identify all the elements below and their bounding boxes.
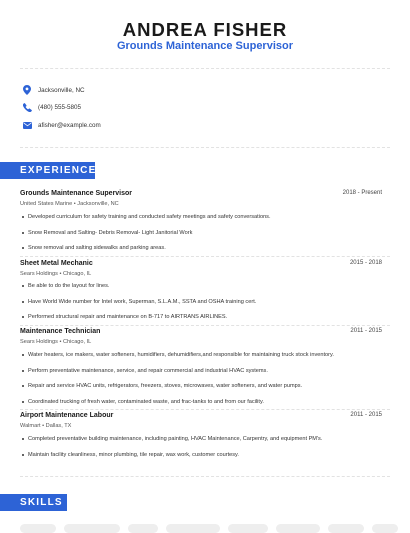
skill-chip bbox=[228, 524, 268, 533]
job-title: Maintenance Technician bbox=[20, 328, 101, 335]
job-company: Sears Holdings • Chicago, IL bbox=[20, 271, 92, 277]
job-bullets bbox=[22, 351, 334, 413]
section-header-skills: SKILLS bbox=[0, 494, 67, 511]
job-bullet: Be able to do the layout for lines. bbox=[22, 282, 256, 298]
skill-chip bbox=[64, 524, 120, 533]
job-bullet: Perform preventative maintenance, service, and repair commercial and industrial HVAC systems. bbox=[22, 367, 334, 383]
divider bbox=[20, 147, 390, 148]
job-bullet: Performed structural repair and maintenance on B-717 to AIRTRANS AIRLINES. bbox=[22, 313, 256, 329]
contact-location bbox=[22, 83, 85, 97]
skill-chip bbox=[372, 524, 398, 533]
skill-chip bbox=[166, 524, 220, 533]
job-bullet: Snow Removal and Salting- Debris Removal- Light Janitorial Work bbox=[22, 229, 271, 245]
job-dates: 2011 - 2015 bbox=[350, 412, 382, 418]
job-title: Sheet Metal Mechanic bbox=[20, 260, 93, 267]
job-bullets bbox=[22, 282, 256, 329]
skill-chip bbox=[328, 524, 364, 533]
phone-text: (480) 555-5805 bbox=[38, 103, 82, 111]
section-header-experience: EXPERIENCE bbox=[0, 162, 95, 179]
divider bbox=[20, 409, 390, 410]
job-dates: 2015 - 2018 bbox=[349, 260, 382, 266]
job-title: Airport Maintenance Labour bbox=[20, 412, 114, 419]
job-bullet: Maintain facility cleanliness, minor plumbing, tile repair, wax work, customer courtesy. bbox=[22, 451, 322, 467]
skill-chip bbox=[128, 524, 158, 533]
divider bbox=[20, 68, 390, 69]
job-company: Walmart • Dallas, TX bbox=[20, 423, 72, 429]
job-bullet: Repair and service HVAC units, refrigerators, freezers, stoves, microwaves, water softeners, and water pumps. bbox=[22, 382, 334, 398]
skills-list bbox=[20, 524, 406, 533]
job-bullet: Snow removal and salting sidewalks and parking areas. bbox=[22, 244, 271, 260]
map-pin-icon bbox=[22, 85, 32, 95]
candidate-name: ANDREA FISHER bbox=[122, 19, 288, 40]
job-title: Grounds Maintenance Supervisor bbox=[20, 190, 133, 197]
job-company: United States Marine • Jacksonville, NC bbox=[20, 201, 119, 207]
skill-chip bbox=[20, 524, 56, 533]
job-dates: 2011 - 2015 bbox=[350, 328, 382, 334]
skill-chip bbox=[276, 524, 320, 533]
job-bullets bbox=[22, 435, 322, 466]
job-company: Sears Holdings • Chicago, IL bbox=[20, 339, 92, 345]
candidate-role: Grounds Maintenance Supervisor bbox=[116, 40, 294, 52]
phone-icon bbox=[22, 102, 32, 112]
job-bullet: Developed curriculum for safety training and conducted safety meetings and safety conversations. bbox=[22, 213, 271, 229]
job-bullet: Have World Wide number for Intel work, Superman, S.L.A.M., SSTA and OSHA training cert. bbox=[22, 298, 256, 314]
email-icon bbox=[22, 120, 32, 130]
job-bullet: Coordinated trucking of fresh water, contaminated waste, and frac-tanks to and from our facility. bbox=[22, 398, 334, 414]
divider bbox=[20, 325, 390, 326]
job-bullet: Completed preventative building maintenance, including painting, HVAC Maintenance, Carpentry, and equipment PM's. bbox=[22, 435, 322, 451]
divider bbox=[20, 256, 390, 257]
job-bullets bbox=[22, 213, 271, 260]
email-text: afisher@example.com bbox=[38, 121, 101, 129]
divider bbox=[20, 476, 390, 477]
job-bullet: Water heaters, ice makers, water softeners, humidifiers, dehumidifiers,and responsible for maintaining truck stock inventory. bbox=[22, 351, 334, 367]
contact-email bbox=[22, 118, 101, 132]
contact-phone bbox=[22, 100, 81, 114]
job-dates: 2018 - Present bbox=[342, 190, 382, 196]
location-text: Jacksonville, NC bbox=[38, 86, 85, 94]
